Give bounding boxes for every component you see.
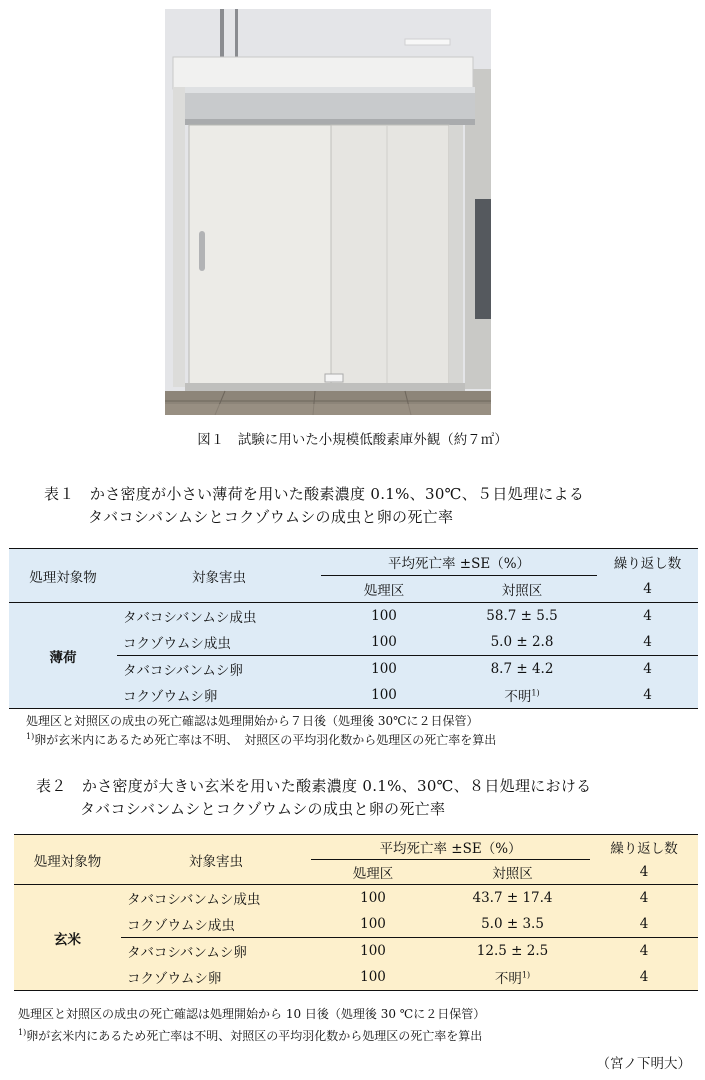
table2-header-repeats: 繰り返し数 xyxy=(590,835,698,860)
treatment-value: 100 xyxy=(321,656,447,683)
footnote-marker: 1) xyxy=(531,688,540,698)
pest-name: タバコシバンムシ卵 xyxy=(117,656,321,683)
control-value: 58.7 ± 5.5 xyxy=(447,603,597,630)
treatment-value: 100 xyxy=(311,964,435,991)
table2-title-line2: タバコシバンムシとコクゾウムシの成虫と卵の死亡率 xyxy=(80,800,446,818)
repeats-value: 4 xyxy=(590,938,698,965)
table2-note2-text: 卵が玄米内にあるため死亡率は不明、対照区の平均羽化数から処理区の死亡率を算出 xyxy=(26,1029,483,1043)
repeats-value: 4 xyxy=(597,682,698,709)
footnote-marker: 1) xyxy=(521,970,531,980)
pest-name: コクゾウムシ卵 xyxy=(121,964,311,991)
table2-note2 xyxy=(18,1027,482,1044)
repeats-value: 4 xyxy=(597,656,698,683)
control-value: 5.0 ± 3.5 xyxy=(435,911,590,938)
table2-header-control: 対照区 xyxy=(435,860,590,885)
author-credit: （宮ノ下明大） xyxy=(596,1056,691,1072)
table1-note2 xyxy=(26,731,496,748)
control-value-text: 不明 xyxy=(494,971,522,987)
control-value: 5.0 ± 2.8 xyxy=(447,629,597,656)
table-row xyxy=(14,885,698,912)
control-value xyxy=(435,964,590,991)
treatment-value: 100 xyxy=(321,603,447,630)
treatment-value: 100 xyxy=(311,938,435,965)
control-value xyxy=(447,682,597,709)
repeats-value: 4 xyxy=(590,885,698,912)
table1-header-control: 対照区 xyxy=(447,576,597,603)
control-value: 12.5 ± 2.5 xyxy=(435,938,590,965)
table2-header-subject: 処理対象物 xyxy=(14,835,121,885)
control-value-text: 不明 xyxy=(504,689,532,705)
table2-header-pest: 対象害虫 xyxy=(121,835,311,885)
repeats-value: 4 xyxy=(590,964,698,991)
pest-name: タバコシバンムシ成虫 xyxy=(117,603,321,630)
pest-name: コクゾウムシ卵 xyxy=(117,682,321,709)
table2-note1: 処理区と対照区の成虫の死亡確認は処理開始から 10 日後（処理後 30 ℃に２日保管） xyxy=(18,1007,486,1021)
table1-header-pest: 対象害虫 xyxy=(117,549,321,603)
table2-title-line1: 表２ かさ密度が大きい玄米を用いた酸素濃度 0.1%、30℃、８日処理における xyxy=(36,777,592,795)
pest-name: コクゾウムシ成虫 xyxy=(117,629,321,656)
table2-header-repeats-value: 4 xyxy=(590,860,698,885)
control-value: 43.7 ± 17.4 xyxy=(435,885,590,912)
repeats-value: 4 xyxy=(597,629,698,656)
footnote-marker: 1) xyxy=(18,1028,27,1037)
treatment-value: 100 xyxy=(311,911,435,938)
table2-subject: 玄米 xyxy=(14,885,121,991)
pest-name: タバコシバンムシ卵 xyxy=(121,938,311,965)
table1 xyxy=(9,548,698,709)
table2 xyxy=(14,834,698,991)
pest-name: コクゾウムシ成虫 xyxy=(121,911,311,938)
storage-room-illustration xyxy=(165,9,491,415)
figure-caption: 図１ 試験に用いた小規模低酸素庫外観（約７㎡） xyxy=(197,432,508,448)
table2-header-mortality: 平均死亡率 ±SE（%） xyxy=(311,835,590,860)
control-value: 8.7 ± 4.2 xyxy=(447,656,597,683)
table1-subject: 薄荷 xyxy=(9,603,117,709)
table1-note2-text: 卵が玄米内にあるため死亡率は不明、 対照区の平均羽化数から処理区の死亡率を算出 xyxy=(34,733,497,747)
table1-title-line2: タバコシバンムシとコクゾウムシの成虫と卵の死亡率 xyxy=(88,508,454,526)
table1-header-repeats-value: 4 xyxy=(597,576,698,603)
treatment-value: 100 xyxy=(311,885,435,912)
repeats-value: 4 xyxy=(590,911,698,938)
table2-header-treatment: 処理区 xyxy=(311,860,435,885)
table1-header-subject: 処理対象物 xyxy=(9,549,117,603)
storage-room-photo xyxy=(165,9,491,415)
repeats-value: 4 xyxy=(597,603,698,630)
table1-note1: 処理区と対照区の成虫の死亡確認は処理開始から７日後（処理後 30℃に２日保管） xyxy=(26,714,479,728)
footnote-marker: 1) xyxy=(26,732,35,741)
treatment-value: 100 xyxy=(321,629,447,656)
table-row xyxy=(9,603,698,630)
table1-header-mortality: 平均死亡率 ±SE（%） xyxy=(321,549,597,576)
pest-name: タバコシバンムシ成虫 xyxy=(121,885,311,912)
table1-header-treatment: 処理区 xyxy=(321,576,447,603)
table1-title-line1: 表１ かさ密度が小さい薄荷を用いた酸素濃度 0.1%、30℃、５日処理による xyxy=(44,485,585,503)
table1-header-repeats: 繰り返し数 xyxy=(597,549,698,576)
treatment-value: 100 xyxy=(321,682,447,709)
